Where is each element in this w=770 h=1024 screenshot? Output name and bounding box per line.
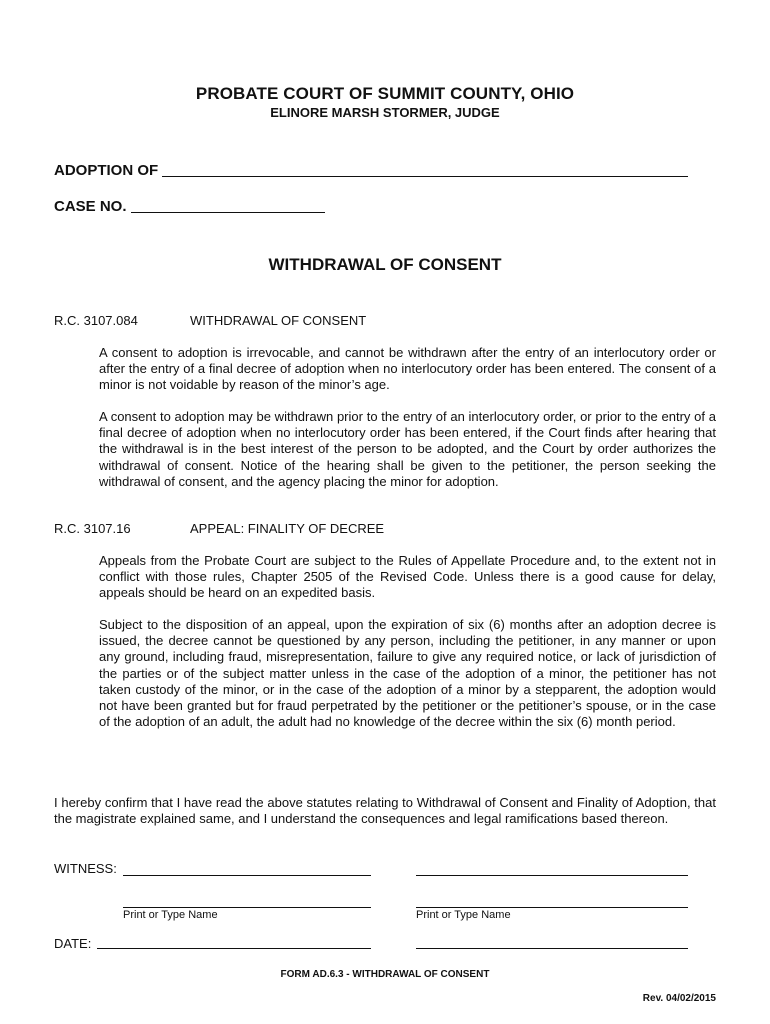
- form-number: FORM AD.6.3 - WITHDRAWAL OF CONSENT: [280, 969, 490, 980]
- print-name-label: Print or Type Name: [416, 909, 511, 921]
- statute-name: WITHDRAWAL OF CONSENT: [190, 313, 367, 328]
- witness-signature-field[interactable]: [123, 875, 371, 876]
- statute-paragraph: Subject to the disposition of an appeal, upon the expiration of six (6) months after an adoption decree is issued, the decree cannot be questioned by any person, including the petitioner, in any manner or upon any ground, including fraud, misrepresentation, failure to give any required notice, or lack of jurisdiction of the parties or of the subject matter unless in the case of the adoption of a minor, the petitioner has not taken custody of the minor, or in the case of the adoption of a minor by a stepparent, the adoption would not have been granted but for fraud perpetrated by the petitioner or the petitioner’s spouse, or in the case of the adoption of an adult, the adult had no knowledge of the decree within the six (6) month period.: [99, 617, 716, 730]
- witness-print-name-field[interactable]: [123, 907, 371, 908]
- revision-date: Rev. 04/02/2015: [642, 993, 716, 1004]
- court-name: PROBATE COURT OF SUMMIT COUNTY, OHIO: [195, 84, 575, 103]
- witness-label: WITNESS:: [54, 861, 117, 876]
- statute-name: APPEAL: FINALITY OF DECREE: [190, 521, 385, 536]
- print-name-label: Print or Type Name: [123, 909, 218, 921]
- confirmation-statement: I hereby confirm that I have read the above statutes relating to Withdrawal of Consent and Finality of Adoption, that the magistrate explained same, and I understand the consequences and legal ramifications based thereon.: [54, 795, 716, 827]
- second-print-name-field[interactable]: [416, 907, 688, 908]
- second-signature-field[interactable]: [416, 875, 688, 876]
- adoption-of-label: ADOPTION OF: [54, 162, 159, 179]
- judge-name: ELINORE MARSH STORMER, JUDGE: [270, 105, 500, 120]
- statute-paragraph: Appeals from the Probate Court are subject to the Rules of Appellate Procedure and, to the extent not in conflict with those rules, Chapter 2505 of the Revised Code. Unless there is a good cause for delay, appeals should be heard on an expedited basis.: [99, 553, 716, 601]
- adoption-of-field[interactable]: [162, 176, 688, 177]
- second-date-field[interactable]: [416, 948, 688, 949]
- case-no-label: CASE NO.: [54, 198, 127, 215]
- statute-paragraph: A consent to adoption is irrevocable, and cannot be withdrawn after the entry of an interlocutory order or after the entry of a final decree of adoption when no interlocutory order has been entered. The consent of a minor is not voidable by reason of the minor’s age.: [99, 345, 716, 393]
- statute-heading: [0, 313, 770, 331]
- statute-heading: [0, 521, 770, 539]
- date-field[interactable]: [97, 948, 371, 949]
- date-label: DATE:: [54, 936, 92, 951]
- statute-code: R.C. 3107.16: [54, 521, 131, 536]
- case-no-field[interactable]: [131, 212, 325, 213]
- statute-code: R.C. 3107.084: [54, 313, 138, 328]
- statute-paragraph: A consent to adoption may be withdrawn prior to the entry of an interlocutory order, or prior to the entry of a final decree of adoption when no interlocutory order has been entered, if the Court finds after hearing that the withdrawal is in the best interest of the person to be adopted, and the Court by order authorizes the withdrawal of consent. Notice of the hearing shall be given to the petitioner, the person seeking the withdrawal of consent, and the agency placing the minor for adoption.: [99, 409, 716, 489]
- document-title: WITHDRAWAL OF CONSENT: [268, 255, 502, 274]
